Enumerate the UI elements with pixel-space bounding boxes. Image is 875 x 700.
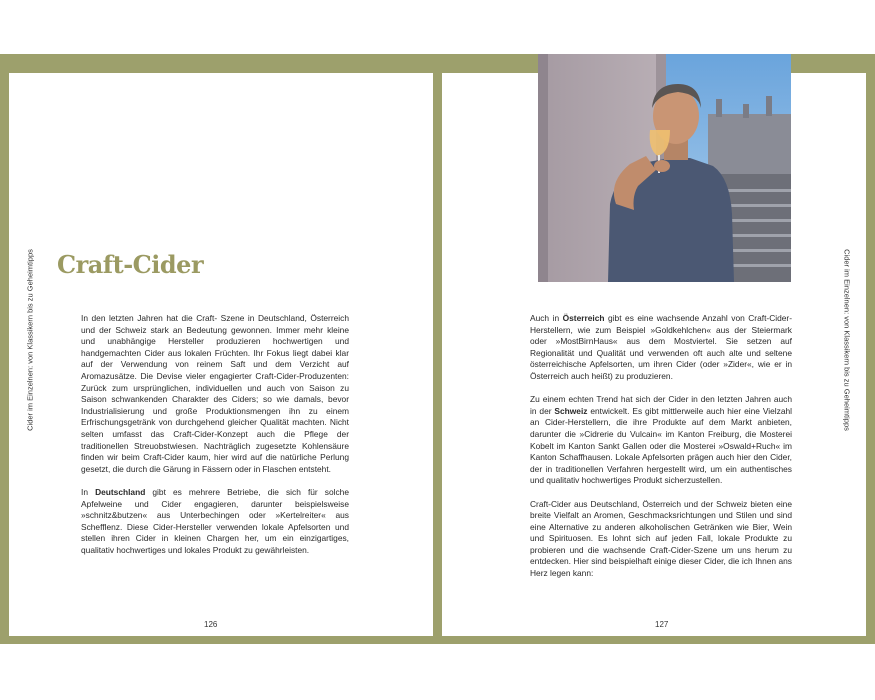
highlight-deutschland: Deutschland: [95, 486, 146, 497]
left-body-text: [81, 313, 349, 568]
highlight-oesterreich: Österreich: [562, 313, 605, 323]
left-paragraph-2: In Deutschland gibt es mehrere Betriebe, die sich für solche Apfelweine und Cider engagieren, darunter beispielsweise »schnitz&butzen« aus Unterbechingen oder »Kertelreiter« aus Schefflenz. Diese Cider-Hersteller verwenden lokale Apfelsorten und stellen ihren Cider in kleinen Chargen her, um ein einzigartiges, qualitativ hochwertiges und lokales Produkt zu gewährleisten.: [81, 486, 349, 555]
right-paragraph-3: Craft-Cider aus Deutschland, Österreich und der Schweiz bieten eine breite Vielfalt an Aromen, Geschmacksrichtungen und Stilen und sind eine Alternative zu anderen alkoholischen Getränken wie Bier, Wein und Spirituosen. Es lohnt sich auf jeden Fall, lokale Produkte zu probieren und die wachsende Craft-Cider-Szene um uns herum zu entdecken. Hier sind beispielhaft einige dieser Cider, die ich Ihnen ans Herz legen kann:: [530, 498, 792, 579]
right-paragraph-1: Auch in Österreich gibt es eine wachsende Anzahl von Craft-Cider-Herstellern, wie zum Beispiel »Goldkehlchen« aus der Steiermark oder »MostBirnHaus« aus dem Mostviertel. Sie setzen auf Regionalität und Qualität und verwenden oft auch alte und seltene österreichische Apfelsorten, um ihren Cider (oder »Zider«, wie er in Österreich auch heißt) zu produzieren.: [530, 313, 792, 381]
page-number-left: 126: [204, 620, 218, 629]
page-number-right: 127: [655, 620, 669, 629]
highlight-schweiz: Schweiz: [554, 405, 588, 416]
running-header-left: Cider im Einzelnen: von Klassikern bis zu Geheimtipps: [25, 249, 35, 431]
photo-man-tasting-cider: [538, 54, 791, 282]
right-body-text: [530, 313, 792, 591]
right-paragraph-2: Zu einem echten Trend hat sich der Cider in den letzten Jahren auch in der Schweiz entwickelt. Es gibt mittlerweile auch hier eine Vielzahl an Cider-Herstellern, die ihre Produkte auf dem Markt anbieten, darunter die »Cidrerie du Vulcain« im Kanton Freiburg, die Mosterei Kobelt im Kanton Sankt Gallen oder die Mosterei »Oswald+Ruch« im Kanton Schaffhausen. Lokale Apfelsorten prägen auch hier den Cider, der in traditionellen Verfahren hergestellt wird, um ein authentisches und qualitativ hochwertiges Produkt sicherzustellen.: [530, 394, 793, 486]
left-paragraph-1: In den letzten Jahren hat die Craft- Szene in Deutschland, Österreich und der Schweiz stark an Bedeutung gewonnen. Immer mehr kleine und unabhängige Hersteller produzieren hochwertigen und handgemachten Cider aus lokalen Früchten. Ihr Fokus liegt dabei klar auf der Verwendung von reinem Saft und dem Verzicht auf Aromazusätze. Die Devise vieler engagierter Craft-Cider-Produzenten: Zurück zum ursprünglichen, individuellen und auch von Saison zu Saison schwankenden Charakter des Ciders; so wie damals, bevor Industrialisierung und große Produktionsmengen ihn zu einem Erfrischungsgetränk von durchgehend gleicher Qualität machten. Nicht selten umfasst das Craft-Cider-Konzept auch die Pflege der traditionellen Streuobstwiesen. Nachträglich zugesetzte Kohlensäure finden wir beim Craft-Cider kaum, hier wird auf die natürliche Perlung gesetzt, die durch die Gärung in Fässern oder in Flaschen entsteht.: [81, 313, 349, 474]
running-header-right: Cider im Einzelnen: von Klassikern bis zu Geheimtipps: [842, 249, 852, 431]
chapter-title: Craft-Cider: [57, 250, 204, 279]
